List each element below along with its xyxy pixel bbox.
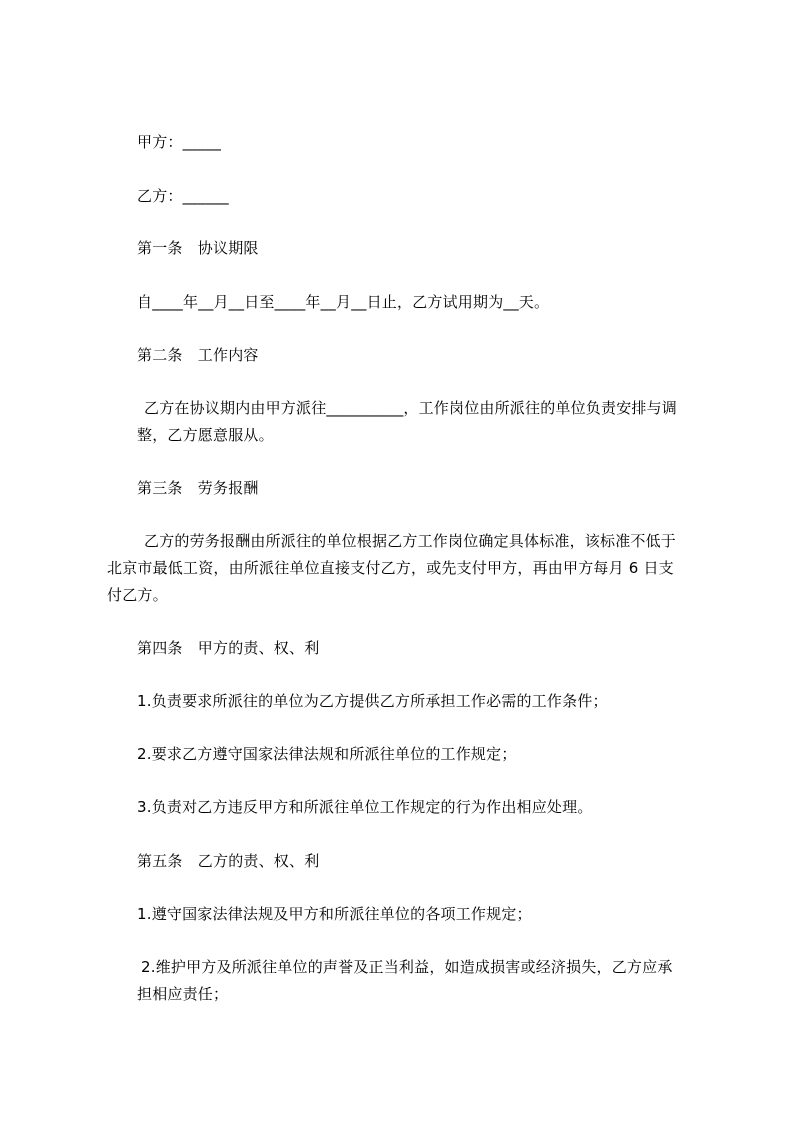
- article2-body-line2: 整，乙方愿意服从。: [137, 426, 274, 444]
- article5-item2-line2: 担相应责任；: [137, 985, 229, 1003]
- article2-body-line1: 乙方在协议期内由甲方派往__________，工作岗位由所派往的单位负责安排与调: [144, 399, 678, 417]
- article5-item1: 1.遵守国家法律法规及甲方和所派往单位的各项工作规定；: [137, 905, 532, 923]
- article5-heading: 第五条 乙方的责、权、利: [137, 852, 320, 870]
- article3-heading: 第三条 劳务报酬: [137, 479, 259, 497]
- article4-item2: 2.要求乙方遵守国家法律法规和所派往单位的工作规定；: [137, 745, 517, 763]
- article3-body-line1: 乙方的劳务报酬由所派往的单位根据乙方工作岗位确定具体标准，该标准不低于: [144, 532, 677, 550]
- article2-heading: 第二条 工作内容: [137, 346, 259, 364]
- article5-item2-line1: 2.维护甲方及所派往单位的声誉及正当利益，如造成损害或经济损失，乙方应承: [141, 958, 673, 976]
- article1-body: 自____年__月__日至____年__月__日止，乙方试用期为__天。: [137, 293, 550, 311]
- party-a-line: 甲方：_____: [137, 133, 222, 151]
- article1-heading: 第一条 协议期限: [137, 239, 259, 257]
- article4-heading: 第四条 甲方的责、权、利: [137, 639, 320, 657]
- article4-item3: 3.负责对乙方违反甲方和所派往单位工作规定的行为作出相应处理。: [137, 798, 593, 816]
- article4-item1: 1.负责要求所派往的单位为乙方提供乙方所承担工作必需的工作条件；: [137, 692, 608, 710]
- party-b-line: 乙方：______: [137, 187, 229, 205]
- article3-body-line2: 北京市最低工资，由所派往单位直接支付乙方，或先支付甲方，再由甲方每月 6 日支: [107, 559, 674, 577]
- article3-body-line3: 付乙方。: [107, 586, 168, 604]
